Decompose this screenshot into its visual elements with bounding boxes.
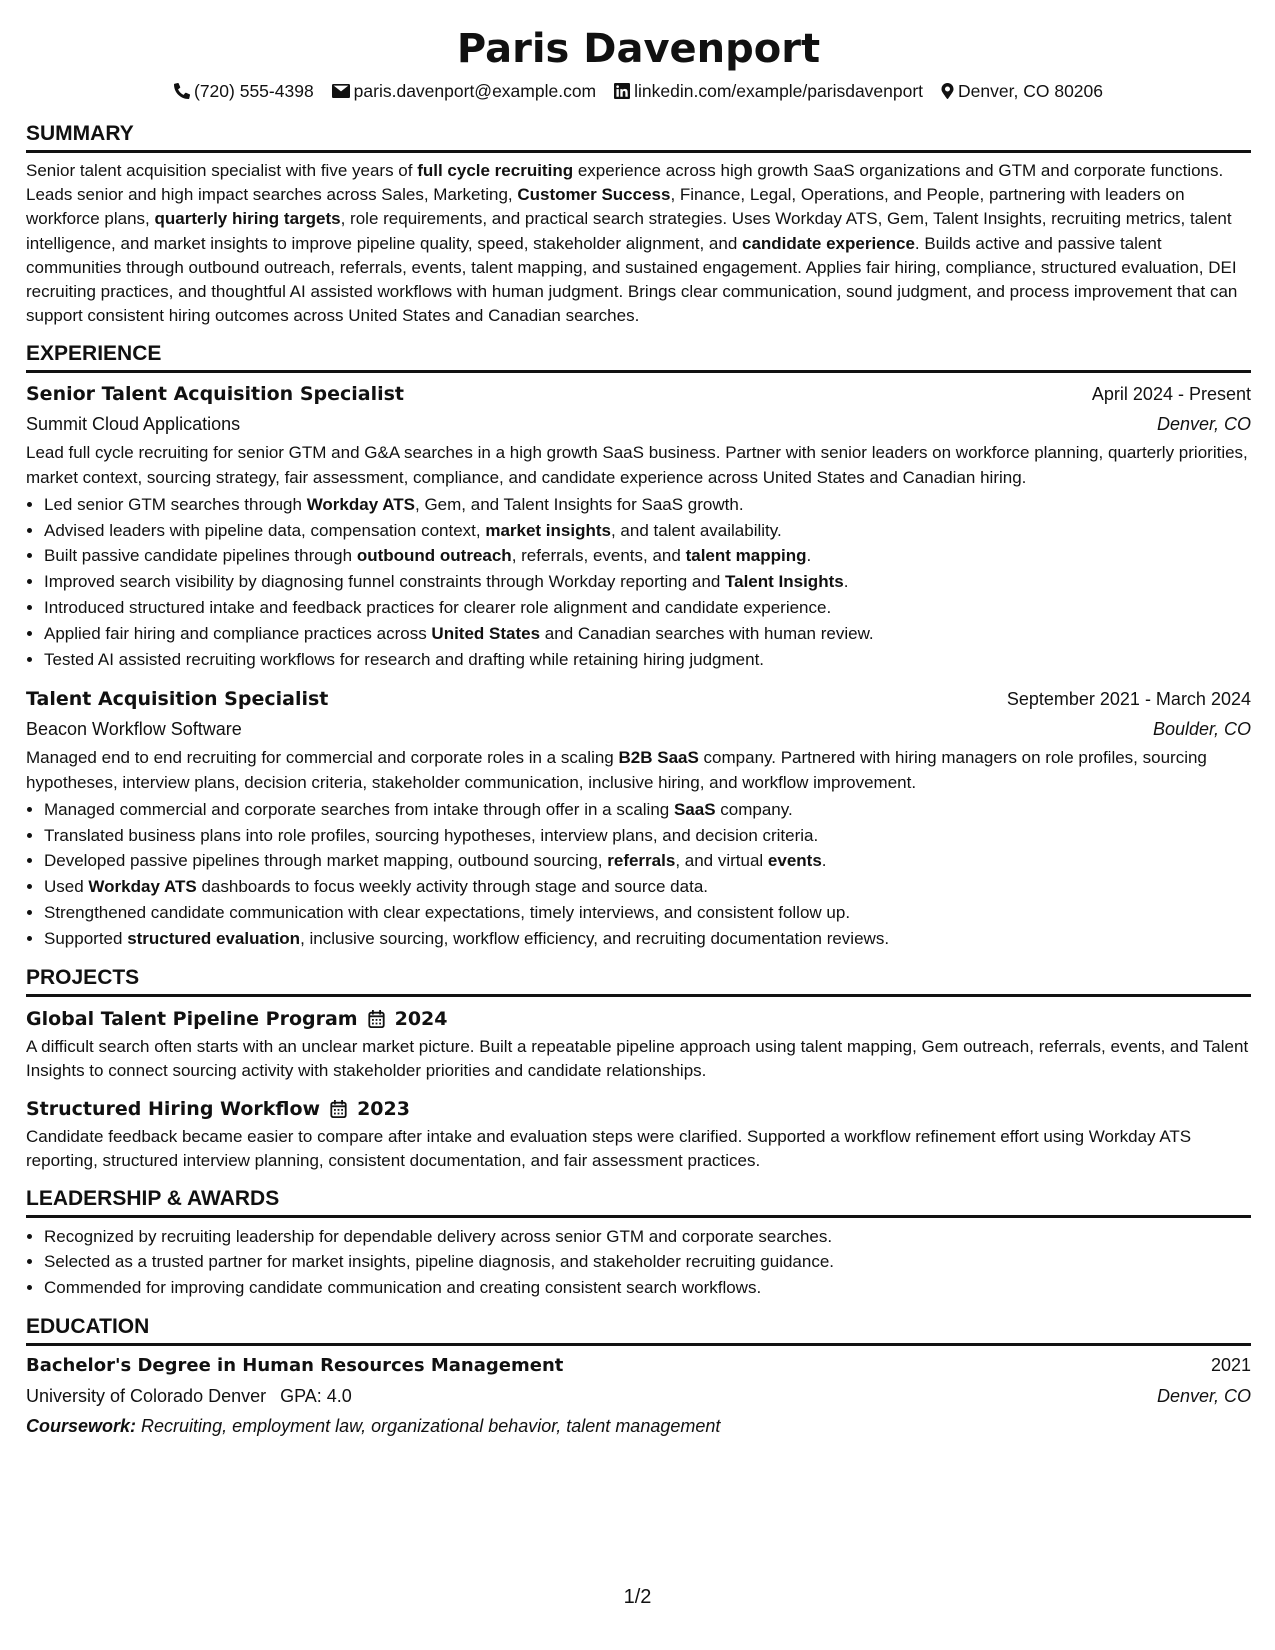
text-run: , inclusive sourcing, workflow efficiency, and recruiting documentation reviews.: [300, 928, 890, 948]
projects-section: [26, 966, 1251, 1173]
experience-heading: EXPERIENCE: [26, 342, 1251, 373]
bullet-item: [44, 848, 1251, 874]
job-entry: [26, 684, 1251, 951]
bullet-item: [44, 926, 1251, 952]
emphasis-text: structured evaluation: [127, 928, 301, 948]
bullet-item: [44, 900, 1251, 926]
project-entry: [26, 1005, 1251, 1083]
emphasis-text: events: [767, 851, 822, 871]
candidate-name: Paris Davenport: [456, 26, 821, 72]
text-run: Lead full cycle recruiting for senior GTM and G&A searches in a high growth SaaS business. Partner with senior leaders on workforce planning, quarterly priorities, market context, sourcing strategy, fair assessment, compliance, and candidate experience across United States and Canadian hiring.: [26, 443, 1248, 487]
text-run: Improved search visibility by diagnosing funnel constraints through Workday reporting and: [44, 572, 725, 592]
emphasis-text: candidate experience: [742, 233, 915, 253]
job-title: Talent Acquisition Specialist: [26, 688, 329, 711]
contact-bar: [26, 78, 1251, 104]
resume-page: [26, 24, 1251, 1441]
contact-email[interactable]: [332, 81, 596, 102]
bullet-item: [44, 543, 1251, 569]
coursework: [26, 1411, 1251, 1441]
emphasis-text: Workday ATS: [306, 494, 416, 514]
leadership-section: [26, 1187, 1251, 1301]
text-run: Developed passive pipelines through market mapping, outbound sourcing,: [44, 851, 608, 871]
text-run: Supported: [44, 928, 128, 948]
bullet-item: [44, 874, 1251, 900]
emphasis-text: Workday ATS: [88, 877, 197, 897]
summary-section: [26, 122, 1251, 328]
emphasis-text: United States: [431, 623, 541, 643]
school-name: University of Colorado Denver: [26, 1385, 267, 1406]
job-description: [26, 441, 1251, 489]
job-company: Beacon Workflow Software: [26, 719, 242, 740]
text-run: Translated business plans into role profiles, sourcing hypotheses, interview plans, and decision criteria.: [44, 825, 819, 845]
gpa: GPA: 4.0: [280, 1385, 352, 1406]
envelope-icon: [332, 83, 350, 99]
text-run: company.: [715, 799, 793, 819]
job-company: Summit Cloud Applications: [26, 414, 241, 435]
text-run: Tested AI assisted recruiting workflows for research and drafting while retaining hiring judgment.: [44, 649, 765, 669]
emphasis-text: referrals: [607, 851, 676, 871]
school-location: Denver, CO: [1156, 1385, 1251, 1406]
text-run: Advised leaders with pipeline data, compensation context,: [44, 520, 486, 540]
bullet-item: [44, 647, 1251, 673]
emphasis-text: SaaS: [673, 799, 716, 819]
project-name: Global Talent Pipeline Program: [26, 1007, 358, 1030]
text-run: experience across high growth SaaS organizations and GTM and corporate functions. Leads senior and high impact searches across Sales, Marketing,: [26, 161, 1224, 205]
text-run: , Finance, Legal, Operations, and People, partnering with leaders on workforce plans,: [26, 185, 1185, 229]
text-run: .: [843, 572, 849, 592]
text-run: , Gem, and Talent Insights for SaaS growth.: [415, 494, 744, 514]
location-text: Denver, CO 80206: [958, 80, 1103, 101]
project-year: 2023: [357, 1097, 410, 1120]
coursework-text: Recruiting, employment law, organizational behavior, talent management: [141, 1415, 721, 1436]
project-name: Structured Hiring Workflow: [26, 1097, 321, 1120]
project-entry: [26, 1095, 1251, 1173]
text-run: Built passive candidate pipelines through: [44, 546, 357, 566]
job-location: Boulder, CO: [1152, 719, 1251, 740]
text-run: . Builds active and passive talent communities through outbound outreach, referrals, events, talent mapping, and sustained engagement. Applies fair hiring, compliance, structured evaluation, DEI recruiting practices, and thoughtful AI assisted workflows with human judgment. Brings clear communication, sound judgment, and process improvement that can support consistent hiring outcomes across United States and Canadian searches.: [26, 233, 1238, 326]
list-item: • Selected as a trusted partner for market insights, pipeline diagnosis, and stakeholder recruiting guidance.: [44, 1249, 1251, 1275]
bullet-item: [44, 569, 1251, 595]
bullet-item: [44, 492, 1251, 518]
text-run: Senior talent acquisition specialist with five years of: [26, 161, 418, 180]
summary-heading: SUMMARY: [26, 122, 1251, 153]
text-run: Managed commercial and corporate searches from intake through offer in a scaling: [44, 799, 674, 819]
emphasis-text: full cycle recruiting: [417, 161, 574, 180]
text-run: Led senior GTM searches through: [44, 494, 307, 514]
degree: Bachelor's Degree in Human Resources Management: [26, 1354, 564, 1376]
job-entry: [26, 379, 1251, 672]
text-run: Used: [44, 877, 89, 897]
map-marker-icon: [941, 83, 954, 99]
phone-icon: [174, 83, 190, 99]
bullet-item: [44, 797, 1251, 823]
text-run: and Canadian searches with human review.: [540, 623, 874, 643]
list-item: • Commended for improving candidate communication and creating consistent search workflows.: [44, 1275, 1251, 1301]
job-description: [26, 746, 1251, 794]
emphasis-text: Customer Success: [517, 185, 671, 205]
text-run: company. Partnered with hiring managers on role profiles, sourcing hypotheses, interview plans, decision criteria, stakeholder communication, inclusive hiring, and workflow improvement.: [26, 748, 1207, 792]
text-run: , referrals, events, and: [511, 546, 686, 566]
job-location: Denver, CO: [1156, 414, 1251, 435]
phone-text: (720) 555-4398: [194, 80, 314, 101]
job-title: Senior Talent Acquisition Specialist: [26, 383, 405, 406]
summary-text: [26, 159, 1251, 328]
leadership-heading: LEADERSHIP & AWARDS: [26, 1187, 1251, 1218]
list-item: • Recognized by recruiting leadership for dependable delivery across senior GTM and corporate searches.: [44, 1224, 1251, 1250]
calendar-icon: [368, 1010, 385, 1028]
job-dates: September 2021 - March 2024: [1006, 689, 1251, 710]
bullet-item: [44, 518, 1251, 544]
graduation-year: 2021: [1210, 1354, 1251, 1375]
text-run: .: [806, 546, 812, 566]
page-number: 1/2: [623, 1586, 652, 1608]
job-bullets: [26, 492, 1251, 673]
text-run: , and talent availability.: [610, 520, 782, 540]
bullet-item: [44, 595, 1251, 621]
projects-heading: PROJECTS: [26, 966, 1251, 997]
emphasis-text: talent mapping: [685, 546, 807, 566]
emphasis-text: Talent Insights: [725, 572, 844, 592]
text-run: .: [821, 851, 827, 871]
contact-linkedin[interactable]: [614, 81, 923, 102]
text-run: dashboards to focus weekly activity through stage and source data.: [196, 877, 708, 897]
calendar-icon: [330, 1100, 347, 1118]
project-description: Candidate feedback became easier to compare after intake and evaluation steps were clarified. Supported a workflow refinement effort using Workday ATS reporting, structured interview planning, consistent documentation, and fair assessment practices.: [26, 1126, 1192, 1170]
linkedin-icon: [614, 83, 630, 99]
text-run: Applied fair hiring and compliance practices across: [44, 623, 432, 643]
email-text[interactable]: paris.davenport@example.com: [353, 80, 597, 101]
education-section: [26, 1315, 1251, 1441]
bullet-item: [44, 823, 1251, 849]
text-run: Managed end to end recruiting for commercial and corporate roles in a scaling: [26, 748, 619, 768]
contact-location: [941, 81, 1103, 102]
emphasis-text: market insights: [485, 520, 611, 540]
education-heading: EDUCATION: [26, 1315, 1251, 1346]
project-description: A difficult search often starts with an unclear market picture. Built a repeatable pipeline approach using talent mapping, Gem outreach, referrals, events, and Talent Insights to connect sourcing activity with stakeholder priorities and candidate relationships.: [26, 1036, 1249, 1080]
job-bullets: [26, 797, 1251, 952]
contact-phone: [174, 81, 314, 102]
emphasis-text: outbound outreach: [356, 546, 512, 566]
leadership-list: [26, 1224, 1251, 1301]
emphasis-text: B2B SaaS: [618, 748, 699, 768]
coursework-label: Coursework:: [26, 1415, 137, 1436]
bullet-item: [44, 621, 1251, 647]
job-dates: April 2024 - Present: [1091, 384, 1251, 405]
text-run: Strengthened candidate communication with clear expectations, timely interviews, and consistent follow up.: [44, 903, 851, 922]
experience-section: [26, 342, 1251, 951]
text-run: , role requirements, and practical search strategies. Uses Workday ATS, Gem, Talent Insights, recruiting metrics, talent intelligence, and market insights to improve pipeline quality, speed, stakeholder alignment, and: [26, 209, 1232, 253]
project-year: 2024: [394, 1007, 448, 1030]
text-run: , and virtual: [675, 851, 768, 871]
text-run: Introduced structured intake and feedback practices for clearer role alignment and candidate experience.: [44, 598, 832, 618]
linkedin-text[interactable]: linkedin.com/example/parisdavenport: [634, 80, 924, 101]
emphasis-text: quarterly hiring targets: [154, 209, 341, 229]
